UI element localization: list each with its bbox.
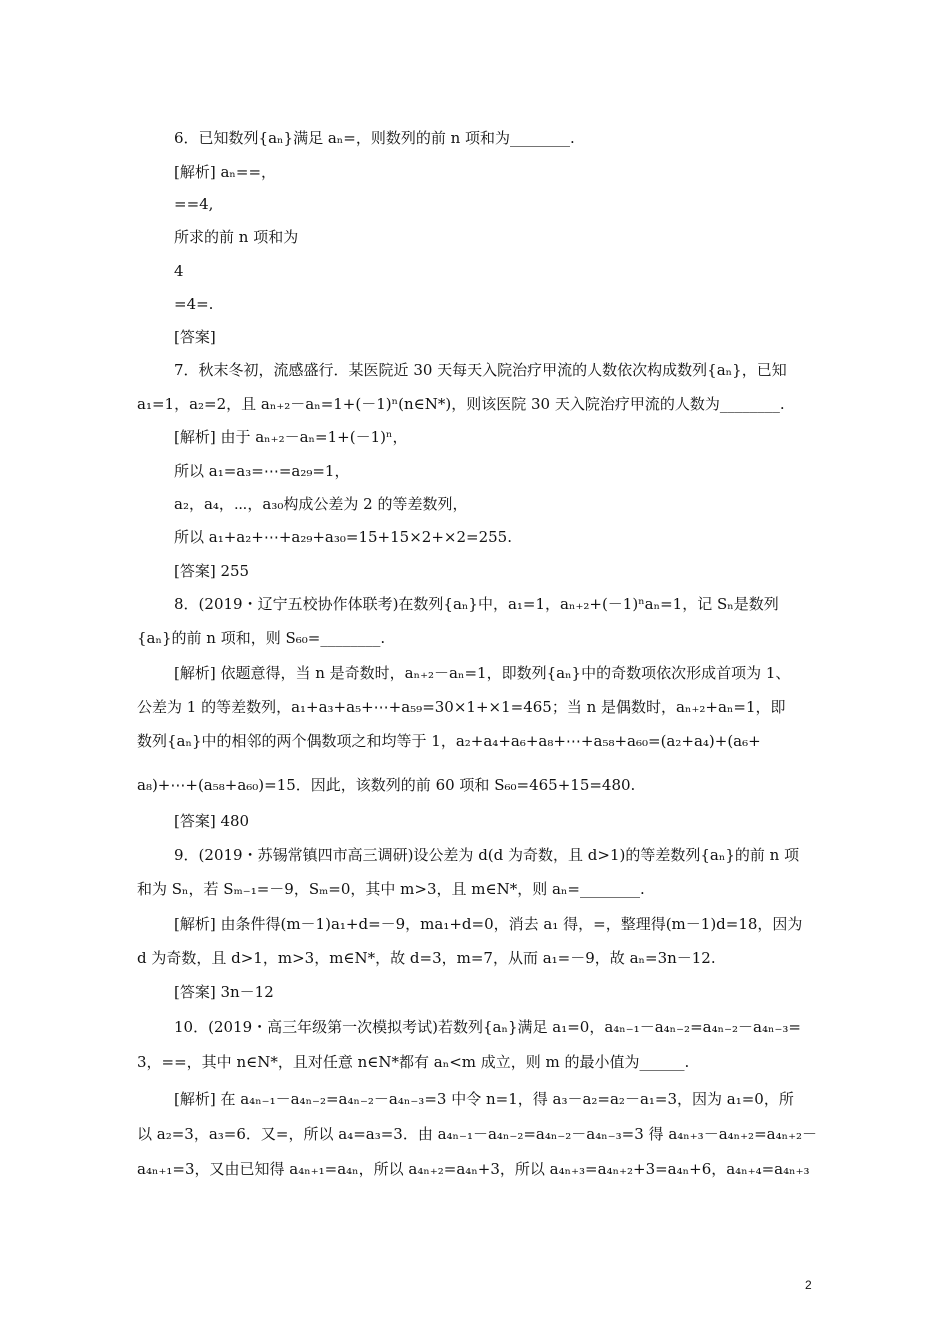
problem-8-analysis-4: a₈)+⋯+(a₅₈+a₆₀)=15．因此，该数列的前 60 项和 S₆₀=465+15=480. — [137, 776, 636, 794]
problem-7-stem-2: a₁=1，a₂=2，且 aₙ₊₂－aₙ=1+(－1)ⁿ(n∈N*)，则该医院 30 天入院治疗甲流的人数为________. — [137, 395, 785, 413]
problem-10-stem-2: 3，==，其中 n∈N*，且对任意 n∈N*都有 aₙ<m 成立，则 m 的最小值为______. — [137, 1053, 690, 1071]
problem-9-analysis-2: d 为奇数，且 d>1，m>3，m∈N*，故 d=3，m=7，从而 a₁=－9，故 aₙ=3n－12. — [137, 949, 716, 967]
problem-8-analysis-3: 数列{aₙ}中的相邻的两个偶数项之和均等于 1，a₂+a₄+a₆+a₈+⋯+a₅₈+a₆₀=(a₂+a₄)+(a₆+ — [137, 732, 761, 750]
problem-8-stem-2: {aₙ}的前 n 项和，则 S₆₀=________. — [137, 629, 386, 647]
problem-7-analysis-1: [解析] 由于 aₙ₊₂－aₙ=1+(－1)ⁿ， — [174, 428, 408, 446]
problem-7-analysis-2: 所以 a₁=a₃=⋯=a₂₉=1， — [174, 462, 350, 480]
problem-8-answer: [答案] 480 — [174, 812, 250, 830]
problem-8-analysis-2: 公差为 1 的等差数列，a₁+a₃+a₅+⋯+a₅₉=30×1+×1=465；当 n 是偶数时，aₙ₊₂+aₙ=1，即 — [137, 698, 786, 716]
problem-9-analysis-1: [解析] 由条件得(m－1)a₁+d=－9，ma₁+d=0，消去 a₁ 得，=，整理得(m－1)d=18，因为 — [174, 915, 803, 933]
problem-10-analysis-1: [解析] 在 a₄ₙ₋₁－a₄ₙ₋₂=a₄ₙ₋₂－a₄ₙ₋₃=3 中令 n=1，得 a₃－a₂=a₂－a₁=3，因为 a₁=0，所 — [174, 1090, 794, 1108]
problem-8-stem-1: 8．(2019・辽宁五校协作体联考)在数列{aₙ}中，a₁=1，aₙ₊₂+(－1)ⁿaₙ=1，记 Sₙ是数列 — [174, 595, 779, 613]
problem-7-stem-1: 7．秋末冬初，流感盛行．某医院近 30 天每天入院治疗甲流的人数依次构成数列{aₙ}，已知 — [174, 361, 787, 379]
problem-7-analysis-3: a₂，a₄，⋯，a₃₀构成公差为 2 的等差数列， — [174, 495, 468, 513]
problem-6-analysis-4: 4 — [174, 262, 184, 280]
problem-6-analysis-5: =4=. — [174, 295, 214, 313]
problem-10-stem-1: 10．(2019・高三年级第一次模拟考试)若数列{aₙ}满足 a₁=0，a₄ₙ₋₁－a₄ₙ₋₂=a₄ₙ₋₂－a₄ₙ₋₃= — [174, 1018, 801, 1036]
problem-9-stem-1: 9．(2019・苏锡常镇四市高三调研)设公差为 d(d 为奇数，且 d>1)的等差数列{aₙ}的前 n 项 — [174, 846, 800, 864]
problem-6-stem: 6．已知数列{aₙ}满足 aₙ=，则数列的前 n 项和为________. — [174, 129, 575, 147]
problem-7-analysis-4: 所以 a₁+a₂+⋯+a₂₉+a₃₀=15+15×2+×2=255. — [174, 528, 512, 546]
problem-10-analysis-2: 以 a₂=3，a₃=6．又=，所以 a₄=a₃=3．由 a₄ₙ₋₁－a₄ₙ₋₂=a₄ₙ₋₂－a₄ₙ₋₃=3 得 a₄ₙ₊₃－a₄ₙ₊₂=a₄ₙ₊₂－ — [137, 1125, 818, 1143]
problem-6-analysis-2: ==4, — [174, 195, 214, 213]
problem-8-analysis-1: [解析] 依题意得，当 n 是奇数时，aₙ₊₂－aₙ=1，即数列{aₙ}中的奇数项依次形成首项为 1、 — [174, 664, 791, 682]
problem-9-answer: [答案] 3n－12 — [174, 983, 274, 1001]
page-number: 2 — [805, 1278, 812, 1292]
problem-10-analysis-3: a₄ₙ₊₁=3，又由已知得 a₄ₙ₊₁=a₄ₙ，所以 a₄ₙ₊₂=a₄ₙ+3，所以 a₄ₙ₊₃=a₄ₙ₊₂+3=a₄ₙ+6，a₄ₙ₊₄=a₄ₙ₊₃ — [137, 1160, 810, 1178]
problem-6-analysis-3: 所求的前 n 项和为 — [174, 228, 299, 246]
problem-6-answer: [答案] — [174, 328, 216, 346]
problem-7-answer: [答案] 255 — [174, 562, 250, 580]
problem-9-stem-2: 和为 Sₙ，若 Sₘ₋₁=－9，Sₘ=0，其中 m>3，且 m∈N*，则 aₙ=________. — [137, 880, 645, 898]
problem-6-analysis-1: [解析] aₙ==， — [174, 163, 277, 181]
